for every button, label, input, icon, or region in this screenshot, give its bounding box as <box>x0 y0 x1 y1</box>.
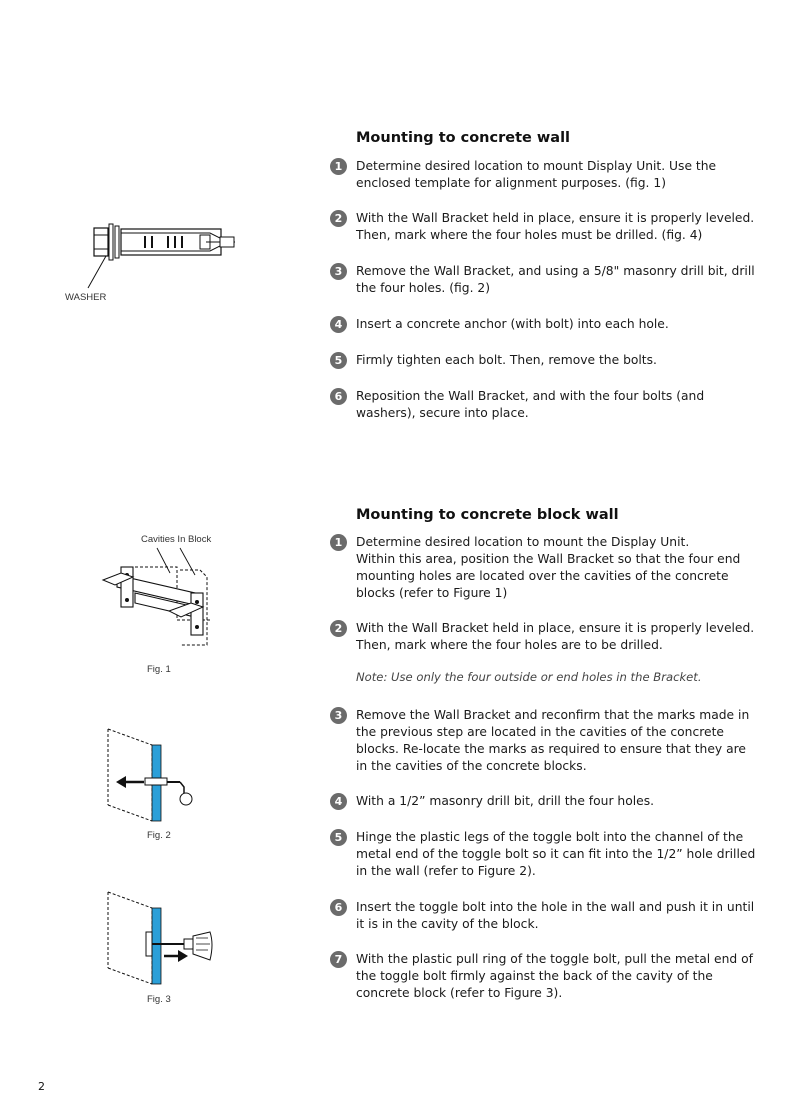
step-item <box>330 793 760 810</box>
step-item <box>330 263 760 297</box>
step-number-badge: 1 <box>330 158 347 175</box>
step-text: Determine desired location to mount Display Unit. Use the enclosed template for alignment purposes. (fig. 1) <box>356 159 717 190</box>
step-item <box>330 829 760 880</box>
fig1-caption: Fig. 1 <box>147 664 171 675</box>
step-item <box>330 158 760 192</box>
step-number-badge: 6 <box>330 388 347 405</box>
step-number-badge: 5 <box>330 829 347 846</box>
step-text: With a 1/2” masonry drill bit, drill the four holes. <box>356 794 655 808</box>
step-item <box>330 210 760 244</box>
step-text: With the Wall Bracket held in place, ensure it is properly leveled. Then, mark where the four holes are to be drilled. <box>356 621 755 652</box>
step-item <box>330 388 760 422</box>
section-heading-concrete-wall: Mounting to concrete wall <box>356 130 571 146</box>
washer-label: WASHER <box>65 292 107 303</box>
fig2-caption: Fig. 2 <box>147 830 171 841</box>
step-text: Determine desired location to mount the Display Unit. Within this area, position the Wall Bracket so that the four end mounting holes are located over the cavities of the concrete blocks (refer to Figure 1) <box>356 535 741 600</box>
step-text: Remove the Wall Bracket, and using a 5/8" masonry drill bit, drill the four holes. (fig. 2) <box>356 264 755 295</box>
step-text: Hinge the plastic legs of the toggle bolt into the channel of the metal end of the toggle bolt so it can fit into the 1/2” hole drilled in the wall (refer to Figure 2). <box>356 830 756 878</box>
fig3-caption: Fig. 3 <box>147 994 171 1005</box>
step-item <box>330 534 760 602</box>
step-item <box>330 951 760 1002</box>
step-number-badge: 3 <box>330 707 347 724</box>
toggle-bolt-pull-illustration <box>100 888 215 988</box>
step-number-badge: 5 <box>330 352 347 369</box>
step-item <box>330 707 760 775</box>
step-item <box>330 620 760 654</box>
page-number: 2 <box>38 1080 45 1093</box>
step-number-badge: 7 <box>330 951 347 968</box>
note-text: Note: Use only the four outside or end holes in the Bracket. <box>356 670 702 684</box>
step-number-badge: 1 <box>330 534 347 551</box>
step-item <box>330 899 760 933</box>
step-text: Firmly tighten each bolt. Then, remove the bolts. <box>356 353 657 367</box>
step-text: Insert the toggle bolt into the hole in the wall and push it in until it is in the cavity of the block. <box>356 900 755 931</box>
step-number-badge: 3 <box>330 263 347 280</box>
step-text: Insert a concrete anchor (with bolt) into each hole. <box>356 317 669 331</box>
step-number-badge: 6 <box>330 899 347 916</box>
step-number-badge: 2 <box>330 620 347 637</box>
step-text: With the plastic pull ring of the toggle bolt, pull the metal end of the toggle bolt firmly against the back of the cavity of the concrete block (refer to Figure 3). <box>356 952 753 1000</box>
step-text: Remove the Wall Bracket and reconfirm that the marks made in the previous step are located in the cavities of the concrete blocks. Re-locate the marks as required to ensure that they are in the cavities of the concrete blocks. <box>356 708 750 773</box>
section-heading-concrete-block-wall: Mounting to concrete block wall <box>356 507 619 523</box>
step-number-badge: 2 <box>330 210 347 227</box>
step-item <box>330 316 760 333</box>
cavities-label: Cavities In Block <box>141 534 212 545</box>
step-number-badge: 4 <box>330 316 347 333</box>
step-item <box>330 352 760 369</box>
step-text: Reposition the Wall Bracket, and with the four bolts (and washers), secure into place. <box>356 389 705 420</box>
wall-bracket-illustration <box>95 545 220 655</box>
toggle-bolt-insert-illustration <box>100 725 210 825</box>
step-number-badge: 4 <box>330 793 347 810</box>
step-text: With the Wall Bracket held in place, ensure it is properly leveled. Then, mark where the four holes must be drilled. (fig. 4) <box>356 211 755 242</box>
